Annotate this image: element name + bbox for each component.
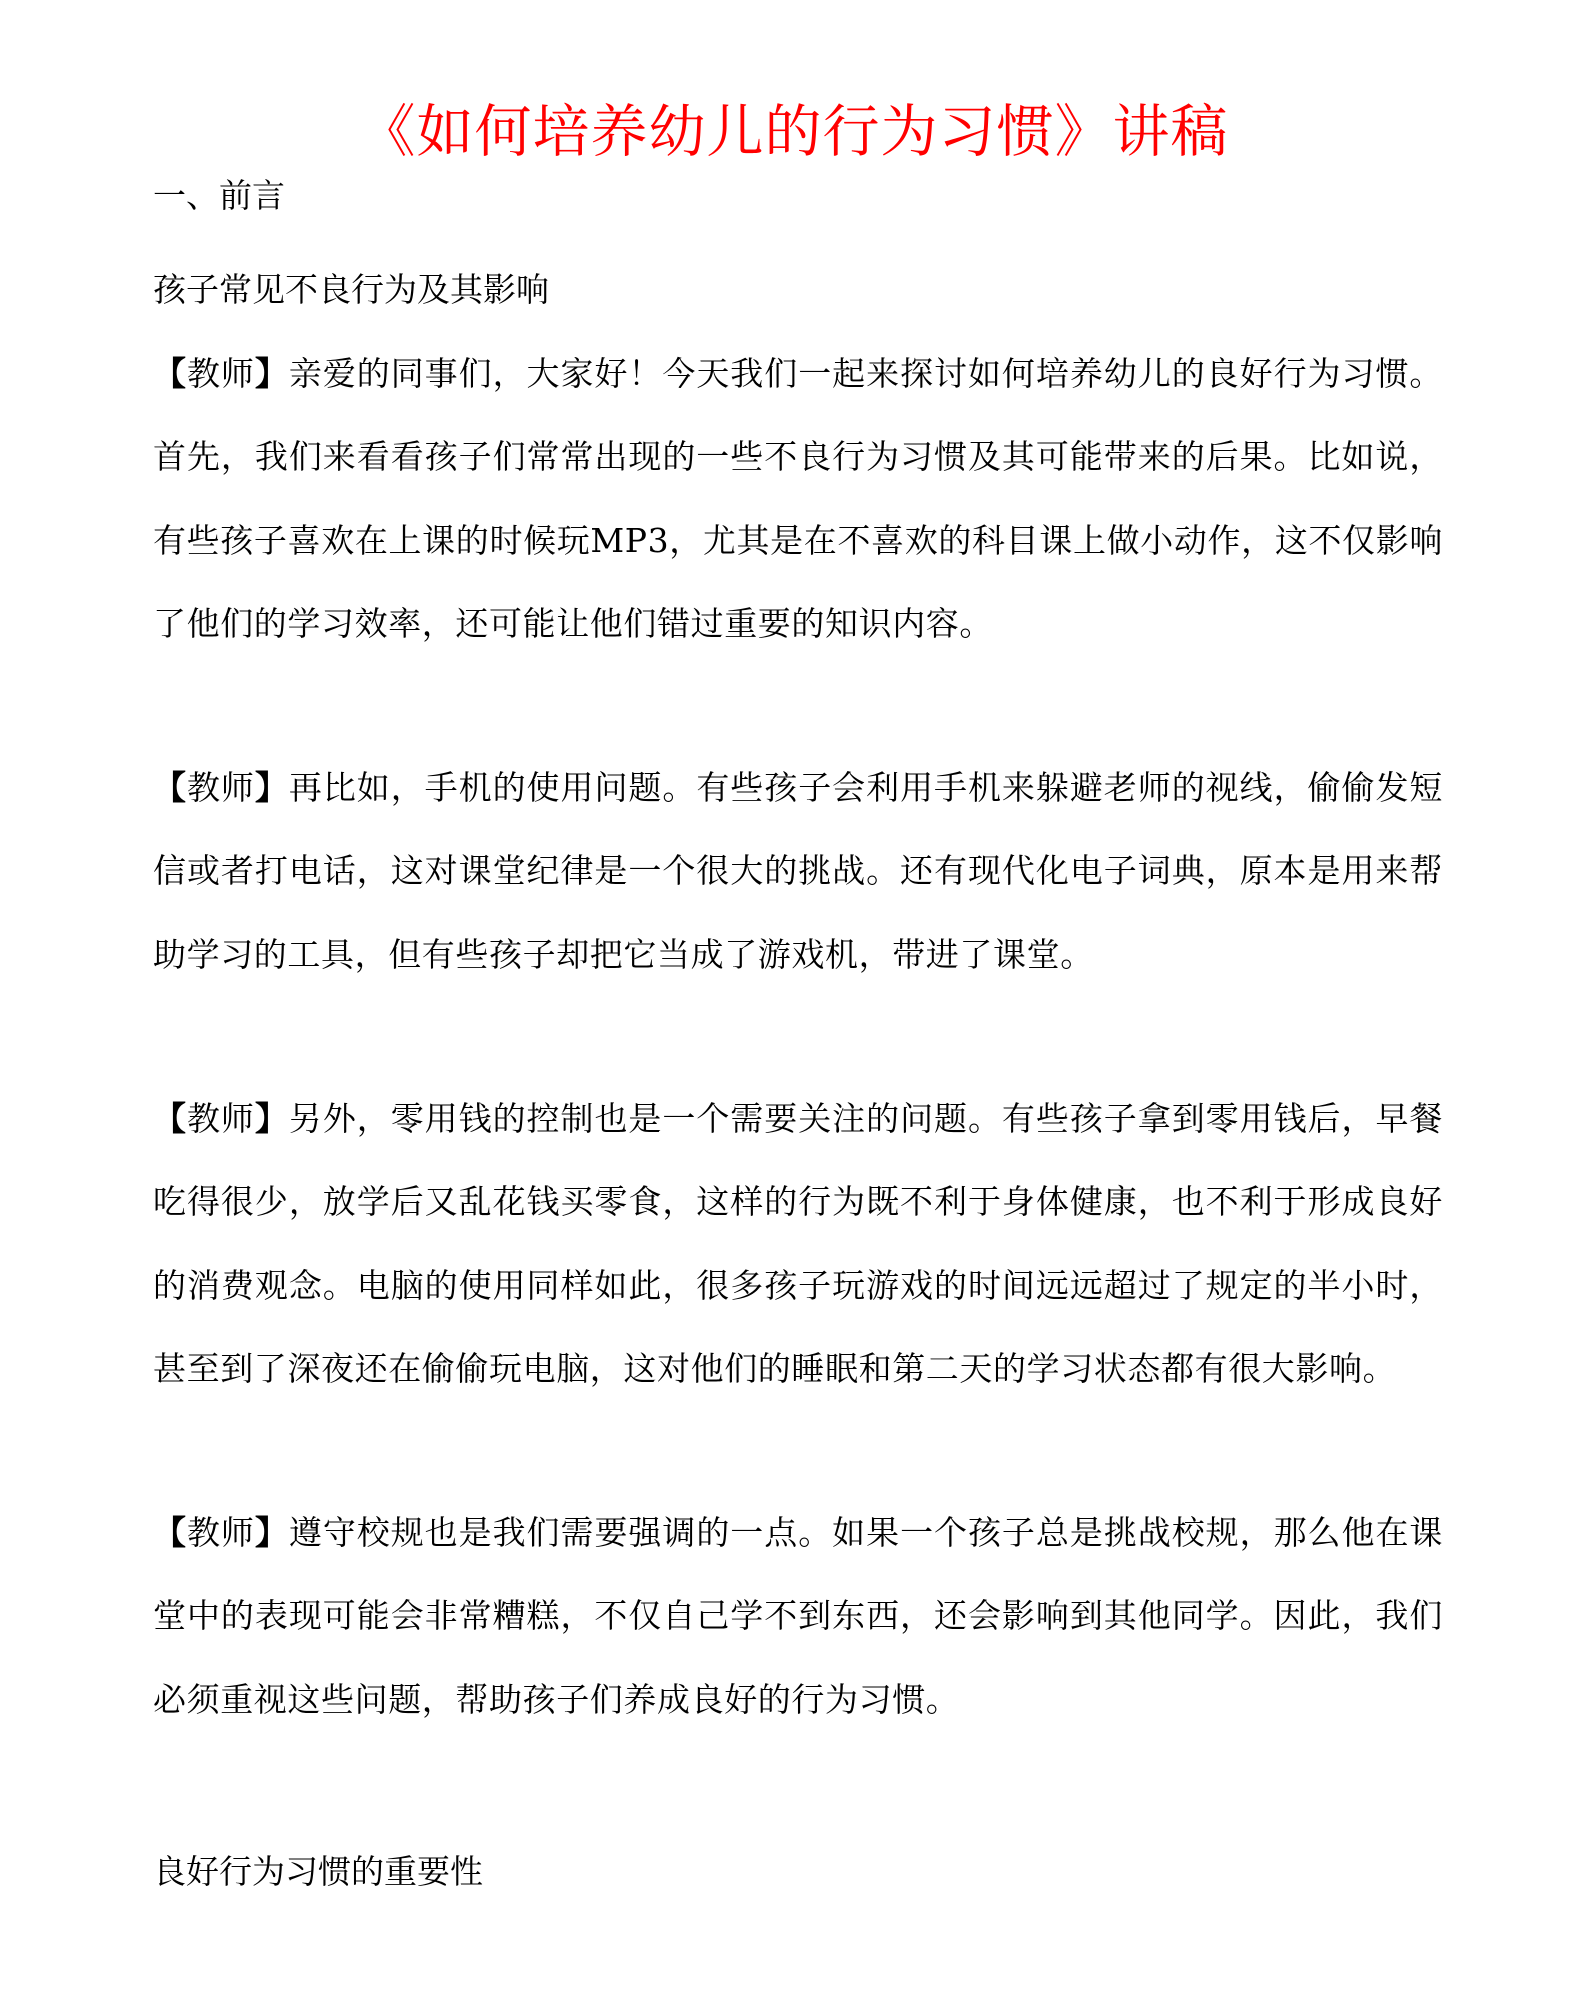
subheading-importance: 良好行为习惯的重要性 — [153, 1852, 483, 1891]
document-title: 《如何培养幼儿的行为习惯》讲稿 — [358, 99, 1229, 165]
speaker-name: 教师 — [186, 354, 255, 393]
speaker-tag — [153, 1099, 289, 1138]
bracket-close: 】 — [254, 768, 289, 807]
bracket-close: 】 — [254, 1513, 289, 1552]
speaker-tag — [153, 1513, 289, 1552]
paragraph-text: 再比如，手机的使用问题。有些孩子会利用手机来躲避老师的视线，偷偷发短信或者打电话，这对课堂纪律是一个很大的挑战。还有现代化电子词典，原本是用来帮助学习的工具，但有些孩子却把它当成了游戏机，带进了课堂。 — [153, 768, 1444, 974]
paragraph-teacher-1 — [153, 332, 1443, 665]
speaker-tag — [153, 354, 289, 393]
paragraph-text: 亲爱的同事们，大家好！今天我们一起来探讨如何培养幼儿的良好行为习惯。首先，我们来看看孩子们常常出现的一些不良行为习惯及其可能带来的后果。比如说，有些孩子喜欢在上课的时候玩MP3，尤其是在不喜欢的科目课上做小动作，这不仅影响了他们的学习效率，还可能让他们错过重要的知识内容。 — [153, 354, 1444, 643]
paragraph-teacher-2 — [153, 746, 1443, 996]
speaker-name: 教师 — [186, 768, 255, 807]
bracket-close: 】 — [254, 1099, 289, 1138]
speaker-tag — [153, 768, 289, 807]
bracket-open: 【 — [153, 354, 187, 393]
speaker-name: 教师 — [186, 1099, 255, 1138]
paragraph-teacher-3 — [153, 1077, 1443, 1410]
paragraph-teacher-4 — [153, 1491, 1443, 1741]
bracket-close: 】 — [254, 354, 289, 393]
section-heading-preface: 一、前言 — [153, 176, 285, 215]
bracket-open: 【 — [153, 768, 187, 807]
speaker-name: 教师 — [186, 1513, 255, 1552]
bracket-open: 【 — [153, 1513, 187, 1552]
bracket-open: 【 — [153, 1099, 187, 1138]
subheading-bad-behaviors: 孩子常见不良行为及其影响 — [153, 270, 549, 309]
paragraph-text: 另外，零用钱的控制也是一个需要关注的问题。有些孩子拿到零用钱后，早餐吃得很少，放学后又乱花钱买零食，这样的行为既不利于身体健康，也不利于形成良好的消费观念。电脑的使用同样如此，很多孩子玩游戏的时间远远超过了规定的半小时，甚至到了深夜还在偷偷玩电脑，这对他们的睡眠和第二天的学习状态都有很大影响。 — [153, 1099, 1444, 1388]
paragraph-text: 遵守校规也是我们需要强调的一点。如果一个孩子总是挑战校规，那么他在课堂中的表现可能会非常糟糕，不仅自己学不到东西，还会影响到其他同学。因此，我们必须重视这些问题，帮助孩子们养成良好的行为习惯。 — [153, 1513, 1444, 1719]
